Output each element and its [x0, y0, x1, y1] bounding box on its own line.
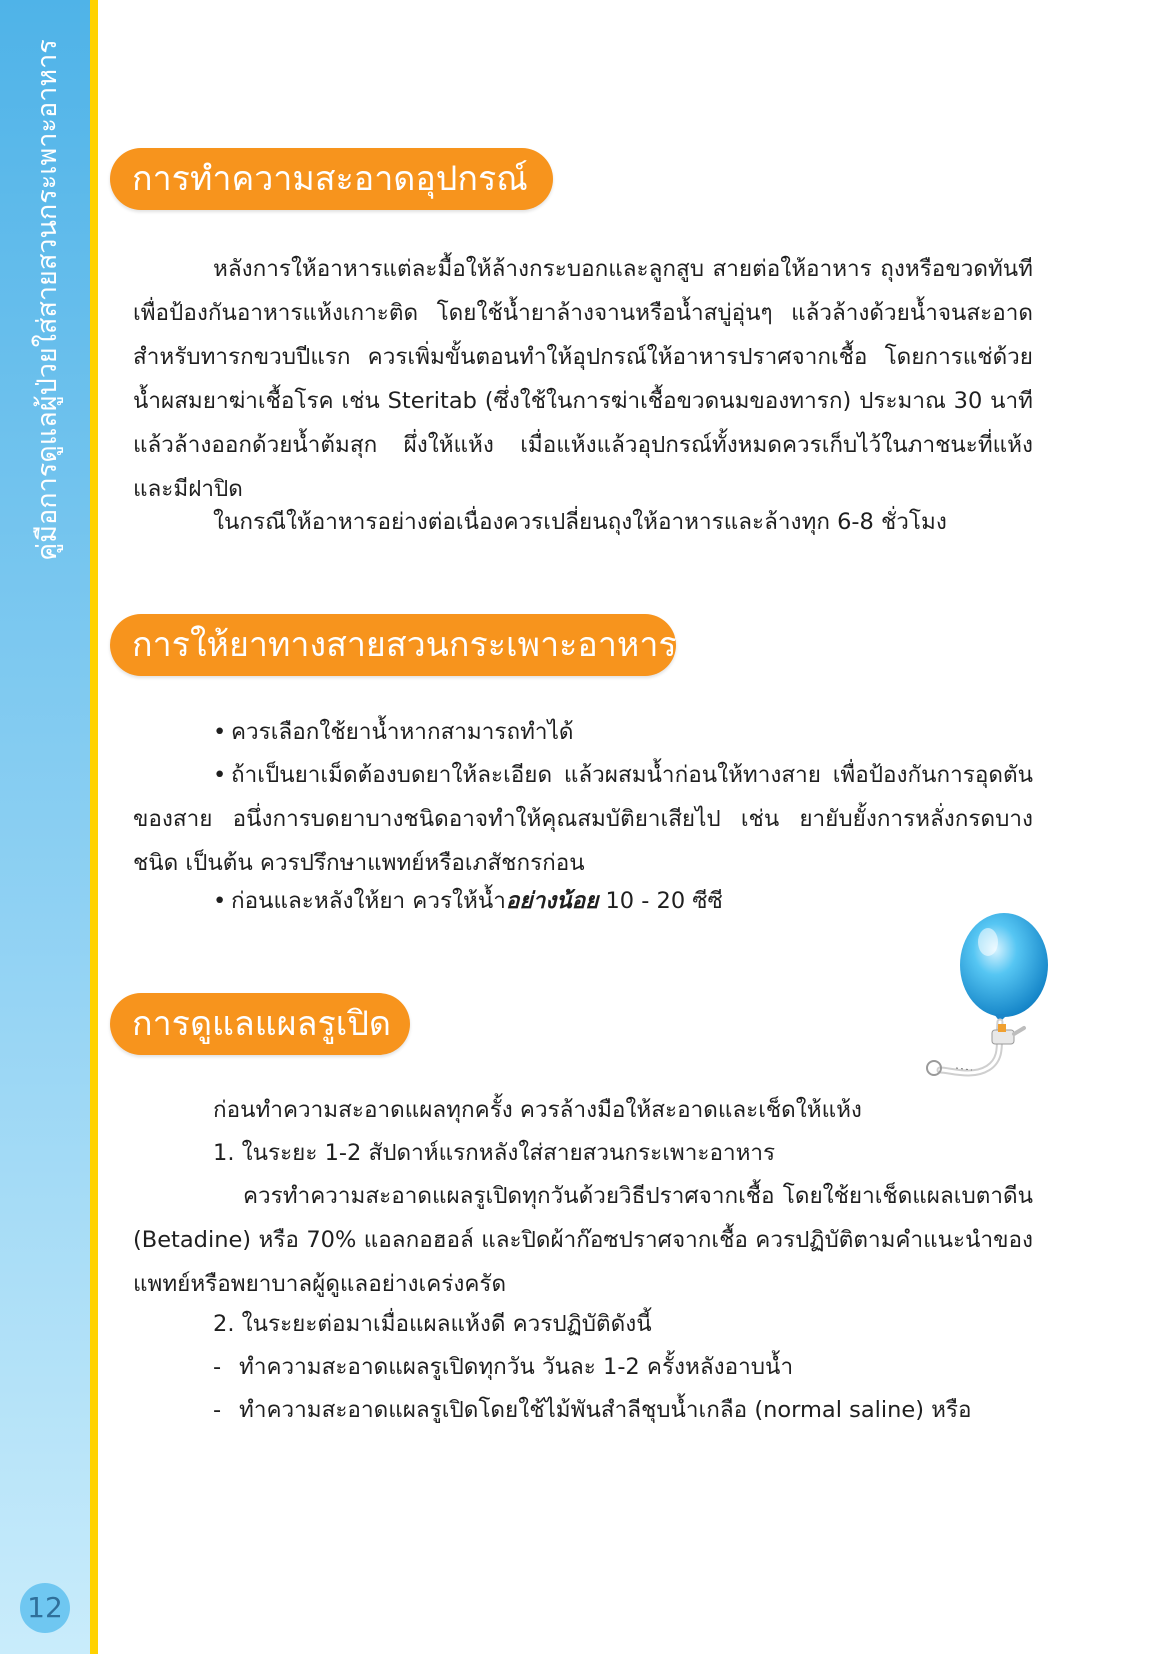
medication-bullet-1-text: ควรเลือกใช้ยาน้ำหากสามารถทำได้ — [231, 719, 574, 745]
bullet-dot: • — [213, 888, 227, 914]
medication-bullet-3-suffix: 10 - 20 ซีซี — [598, 888, 723, 914]
medication-bullet-2 — [133, 753, 1033, 885]
medication-bullet-3-emphasis: อย่างน้อย — [505, 888, 599, 914]
bullet-dot: • — [213, 762, 227, 788]
sidebar-title: คู่มือการดูแลผู้ป่วยใส่สายสวนกระเพาะอาหาร — [32, 39, 63, 561]
stoma-dash-2-text: ทำความสะอาดแผลรูเปิดโดยใช้ไม้พันสำลีชุบน้ำเกลือ (normal saline) หรือ — [239, 1397, 972, 1423]
stoma-intro: ก่อนทำความสะอาดแผลทุกครั้ง ควรล้างมือให้สะอาดและเช็ดให้แห้ง — [213, 1097, 862, 1123]
stoma-item-1-title: 1. ในระยะ 1-2 สัปดาห์แรกหลังใส่สายสวนกระเพาะอาหาร — [213, 1140, 776, 1166]
cleaning-paragraph-1 — [133, 247, 1033, 511]
medication-bullet-2-text: ถ้าเป็นยาเม็ดต้องบดยาให้ละเอียด แล้วผสมน้ำก่อนให้ทางสาย เพื่อป้องกันการอุดตันของสาย อนึ่งการบดยาบางชนิดอาจทำให้คุณสมบัติยาเสียไป เช่น ยายับยั้งการหลั่งกรดบางชนิด เป็นต้น ควรปรึกษาแพทย์หรือเภสัชกรก่อน — [133, 762, 1033, 876]
stoma-item-1-body-text: ควรทำความสะอาดแผลรูเปิดทุกวันด้วยวิธีปราศจากเชื้อ โดยใช้ยาเช็ดแผลเบตาดีน (Betadine) หรือ 70% แอลกอฮอล์ และปิดผ้าก๊อซปราศจากเชื้อ ควรปฏิบัติตามคำแนะนำของแพทย์หรือพยาบาลผู้ดูแลอย่างเคร่งครัด — [133, 1183, 1033, 1297]
heading-stoma: การดูแลแผลรูเปิด — [110, 993, 410, 1055]
stoma-item-1-body — [133, 1174, 1033, 1306]
stoma-item-2-title: 2. ในระยะต่อมาเมื่อแผลแห้งดี ควรปฏิบัติดังนี้ — [213, 1311, 652, 1337]
heading-medication: การให้ยาทางสายสวนกระเพาะอาหาร — [110, 614, 676, 676]
dash-mark: - — [213, 1354, 222, 1380]
cleaning-paragraph-2-text: ในกรณีให้อาหารอย่างต่อเนื่องควรเปลี่ยนถุงให้อาหารและล้างทุก 6-8 ชั่วโมง — [213, 509, 947, 535]
cleaning-paragraph-2 — [133, 500, 1033, 544]
cleaning-paragraph-1-text: หลังการให้อาหารแต่ละมื้อให้ล้างกระบอกและลูกสูบ สายต่อให้อาหาร ถุงหรือขวดทันทีเพื่อป้องกันอาหารแห้งเกาะติด โดยใช้น้ำยาล้างจานหรือน้ำสบู่อุ่นๆ แล้วล้างด้วยน้ำจนสะอาด สำหรับทารกขวบปีแรก ควรเพิ่มขั้นตอนทำให้อุปกรณ์ให้อาหารปราศจากเชื้อ โดยการแช่ด้วยน้ำผสมยาฆ่าเชื้อโรค เช่น Steritab (ซึ่งใช้ในการฆ่าเชื้อขวดนมของทารก) ประมาณ 30 นาทีแล้วล้างออกด้วยน้ำต้มสุก ผึ่งให้แห้ง เมื่อแห้งแล้วอุปกรณ์ทั้งหมดควรเก็บไว้ในภาชนะที่แห้งและมีฝาปิด — [133, 256, 1033, 502]
medication-bullet-3-prefix: ก่อนและหลังให้ยา ควรให้น้ำ — [231, 888, 506, 914]
stoma-dash-1-text: ทำความสะอาดแผลรูเปิดทุกวัน วันละ 1-2 ครั้งหลังอาบน้ำ — [239, 1354, 794, 1380]
sidebar-stripe — [90, 0, 98, 1654]
dash-mark: - — [213, 1397, 222, 1423]
page-number: 12 — [27, 1591, 63, 1624]
medication-bullet-1 — [213, 710, 1033, 754]
bullet-dot: • — [213, 719, 227, 745]
stoma-dash-2 — [213, 1388, 1033, 1432]
page-number-badge — [20, 1583, 70, 1633]
heading-cleaning: การทำความสะอาดอุปกรณ์ — [110, 148, 553, 210]
stoma-dash-1 — [213, 1345, 1033, 1389]
